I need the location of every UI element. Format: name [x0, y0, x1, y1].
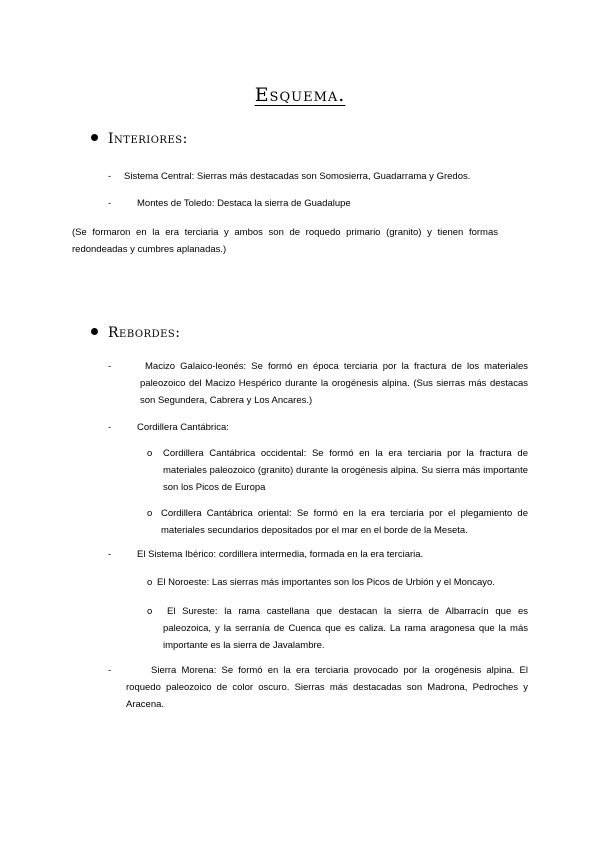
- item-noroeste: El Noroeste: Las sierras más importantes son los Picos de Urbión y el Moncayo.: [157, 577, 495, 588]
- item-sistema-central: Sistema Central: Sierras más destacadas son Somosierra, Guadarrama y Gredos.: [124, 171, 471, 182]
- heading-rebordes: [91, 325, 181, 342]
- item-sistema-iberico: El Sistema Ibérico: cordillera intermedia, formada en la era terciaria.: [137, 549, 424, 560]
- circle-marker: o: [147, 606, 153, 617]
- note-interiores: (Se formaron en la era terciaria y ambos son de roquedo primario (granito) y tienen formas redondeadas y cumbres aplanadas.): [72, 227, 498, 256]
- item-cantabrica-oriental: Cordillera Cantábrica oriental: Se formó en la era terciaria por el plegamiento de materiales secundarios depositados por el mar en el borde de la Meseta.: [161, 508, 528, 537]
- item-sureste: El Sureste: la rama castellana que destacan la sierra de Albarracín que es paleozoica, y la serranía de Cuenca que es caliza. La rama aragonesa que la más importante es la sierra de Javalambre.: [163, 606, 528, 652]
- item-montes-toledo: Montes de Toledo: Destaca la sierra de Guadalupe: [137, 198, 351, 209]
- dash-marker: -: [108, 198, 112, 209]
- dash-marker: -: [108, 549, 112, 560]
- circle-marker: o: [147, 508, 153, 519]
- dash-marker: -: [108, 422, 112, 433]
- heading-rebordes-text: Rebordes:: [108, 325, 181, 341]
- circle-marker: o: [147, 577, 153, 588]
- circle-marker: o: [147, 448, 153, 459]
- item-sierra-morena: Sierra Morena: Se formó en la era terciaria provocado por la orogénesis alpina. El roquedo paleozoico de color oscuro. Sierras más destacadas son Madrona, Pedroches y Aracena.: [126, 665, 528, 711]
- heading-interiores: [91, 131, 188, 148]
- item-cantabrica: Cordillera Cantábrica:: [137, 422, 229, 433]
- item-cantabrica-occidental: Cordillera Cantábrica occidental: Se formó en la era terciaria por la fractura de materiales paleozoico (granito) durante la orogénesis alpina. Su sierra más importante son los Picos de Europa: [163, 448, 528, 494]
- item-galaico-leones: Macizo Galaico-leonés: Se formó en época terciaria por la fractura de los materiales paleozoico del Macizo Hespérico durante la orogénesis alpina. (Sus sierras más destacas son Segundera, Cabrera y Los Ancares.): [140, 361, 528, 407]
- bullet-icon: [91, 134, 98, 141]
- dash-marker: -: [108, 361, 112, 372]
- dash-marker: -: [108, 171, 112, 182]
- heading-interiores-text: Interiores:: [108, 131, 188, 147]
- page-title: Esquema.: [254, 84, 346, 106]
- dash-marker: -: [108, 665, 112, 676]
- bullet-icon: [91, 328, 98, 335]
